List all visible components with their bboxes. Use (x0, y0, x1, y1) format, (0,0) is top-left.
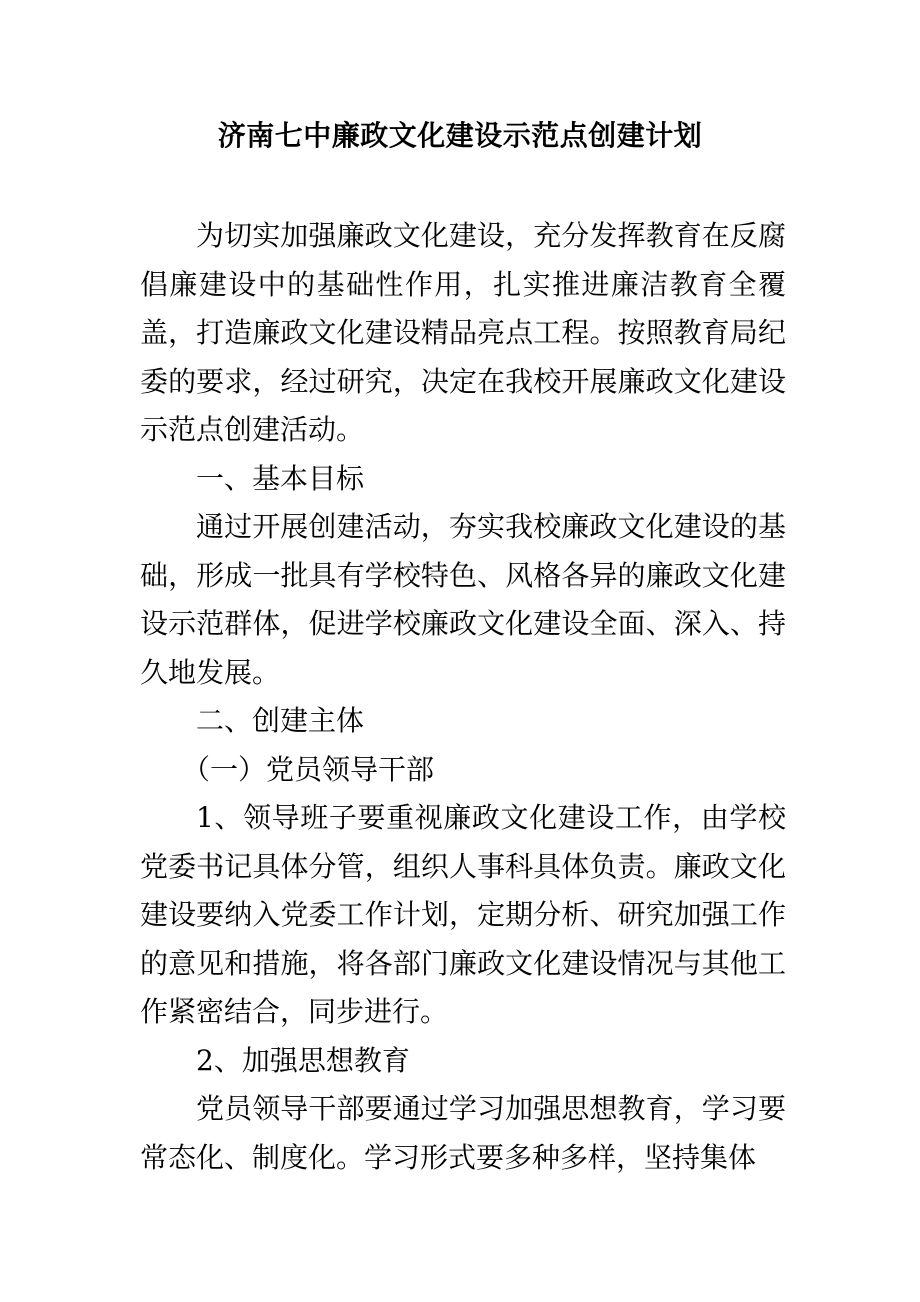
section-heading-basic-goals: 一、基本目标 (196, 461, 365, 495)
document-body (140, 212, 786, 1182)
education-paragraph: 党员领导干部要通过学习加强思想教育，学习要常态化、制度化。学习形式要多种多样，坚持集体 (140, 1092, 786, 1174)
item-heading-ideological-education: 2、加强思想教育 (196, 1043, 410, 1077)
leadership-paragraph: 1、领导班子要重视廉政文化建设工作，由学校党委书记具体分管，组织人事科具体负责。廉政文化建设要纳入党委工作计划，定期分析、研究加强工作的意见和措施，将各部门廉政文化建设情况与其他工作紧密结合，同步进行。 (140, 801, 786, 1028)
document-title: 济南七中廉政文化建设示范点创建计划 (217, 119, 703, 152)
intro-paragraph: 为切实加强廉政文化建设，充分发挥教育在反腐倡廉建设中的基础性作用，扎实推进廉洁教育全覆盖，打造廉政文化建设精品亮点工程。按照教育局纪委的要求，经过研究，决定在我校开展廉政文化建设示范点创建活动。 (140, 219, 786, 446)
goals-paragraph: 通过开展创建活动，夯实我校廉政文化建设的基础，形成一批具有学校特色、风格各异的廉政文化建设示范群体，促进学校廉政文化建设全面、深入、持久地发展。 (140, 510, 786, 689)
section-heading-creation-subjects: 二、创建主体 (196, 704, 365, 737)
subsection-heading-party-leaders: （一）党员领导干部 (182, 752, 435, 786)
